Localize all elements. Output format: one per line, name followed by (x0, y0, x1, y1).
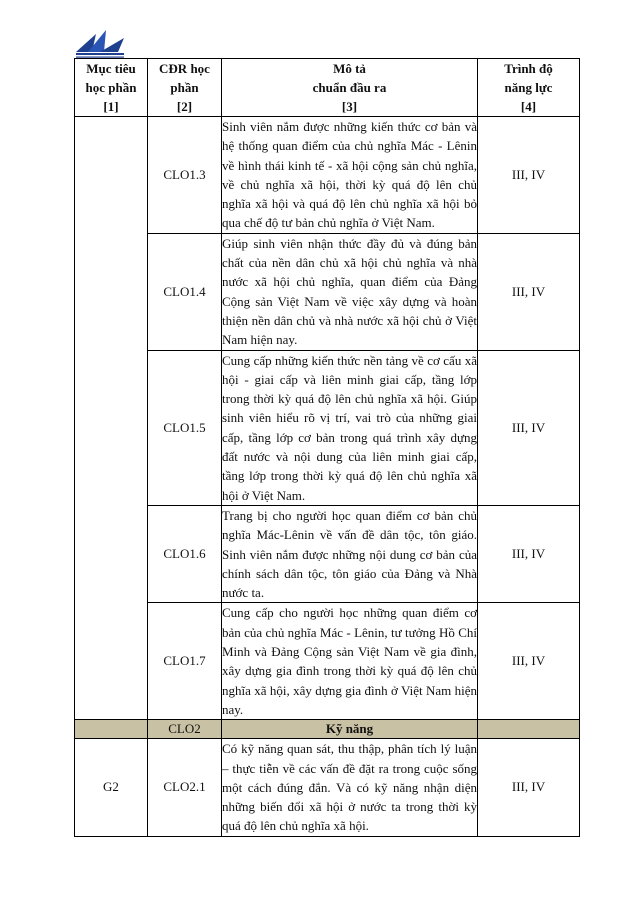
outcome-description: Có kỹ năng quan sát, thu thập, phân tích lý luận – thực tiễn về các vấn đề đặt ra trong cuộc sống một cách đúng đắn. Và có kỹ năng nhận diện những biến đổi xã hội ở nước ta trong thời kỳ quá độ lên chủ nghĩa xã hội. (222, 739, 478, 836)
outcome-description: Cung cấp cho người học những quan điểm cơ bản của chủ nghĩa Mác - Lênin, tư tưởng Hồ Chí Minh và Đảng Cộng sản Việt Nam về gia đình, xây dựng gia đình trong thời kỳ quá độ lên chủ nghĩa xã hội, xây dựng gia đình ở Việt Nam hiện nay. (222, 603, 478, 720)
outcome-description: Cung cấp những kiến thức nền tảng về cơ cấu xã hội - giai cấp và liên minh giai cấp, tầng lớp trong thời kỳ quá độ lên chủ nghĩa xã hội. Giúp sinh viên hiểu rõ vị trí, vai trò của những giai cấp, tầng lớp cơ bản trong quá trình xây dựng đất nước và nội dung của liên minh giai cấp, tầng lớp trong thời kỳ quá độ lên chủ nghĩa xã hội ở Việt Nam. (222, 350, 478, 505)
section-code: CLO2 (148, 720, 222, 739)
competency-level: III, IV (478, 603, 580, 720)
outcome-code: CLO1.6 (148, 505, 222, 602)
competency-level: III, IV (478, 739, 580, 836)
goal-code: G2 (75, 739, 148, 836)
table-row (75, 117, 580, 234)
outcome-description: Giúp sinh viên nhận thức đầy đủ và đúng bản chất của nền dân chủ xã hội chủ nghĩa và nhà nước xã hội chủ nghĩa, quan điểm của Đảng Cộng sản Việt Nam về việc xây dựng và hoàn thiện nền dân chủ và nhà nước xã hội chủ ở Việt Nam hiện nay. (222, 233, 478, 350)
outcome-code: CLO2.1 (148, 739, 222, 836)
section-title: Kỹ năng (222, 720, 478, 739)
learning-outcomes-table (74, 58, 580, 837)
outcome-description: Trang bị cho người học quan điểm cơ bản chủ nghĩa Mác-Lênin về vấn đề dân tộc, tôn giáo. Sinh viên nắm được những nội dung cơ bản của chính sách dân tộc, tôn giáo của Đảng và Nhà nước ta. (222, 505, 478, 602)
outcome-code: CLO1.4 (148, 233, 222, 350)
section-goal-empty (75, 720, 148, 739)
table-row (75, 603, 580, 720)
section-level-empty (478, 720, 580, 739)
table-row (75, 350, 580, 505)
university-logo-icon (74, 28, 128, 60)
goal-cell-empty (75, 117, 148, 720)
outcome-description: Sinh viên nắm được những kiến thức cơ bản và hệ thống quan điểm của chủ nghĩa Mác - Lênin về hình thái kinh tế - xã hội cộng sản chủ nghĩa, về chủ nghĩa xã hội, thời kỳ quá độ lên chủ nghĩa xã hội và quá độ lên chủ nghĩa xã hội bỏ qua chế độ tư bản chủ nghĩa ở Việt Nam. (222, 117, 478, 234)
table-row (75, 505, 580, 602)
outcome-code: CLO1.7 (148, 603, 222, 720)
header-description: Mô tả chuẩn đầu ra [3] (222, 59, 478, 117)
competency-level: III, IV (478, 117, 580, 234)
header-course-goal: Mục tiêu học phần [1] (75, 59, 148, 117)
competency-level: III, IV (478, 505, 580, 602)
competency-level: III, IV (478, 350, 580, 505)
header-competency-level: Trình độ năng lực [4] (478, 59, 580, 117)
table-row (75, 739, 580, 836)
table-row (75, 233, 580, 350)
outcome-code: CLO1.5 (148, 350, 222, 505)
table-header-row (75, 59, 580, 117)
section-row-skills (75, 720, 580, 739)
outcome-code: CLO1.3 (148, 117, 222, 234)
header-course-outcome: CĐR học phần [2] (148, 59, 222, 117)
competency-level: III, IV (478, 233, 580, 350)
